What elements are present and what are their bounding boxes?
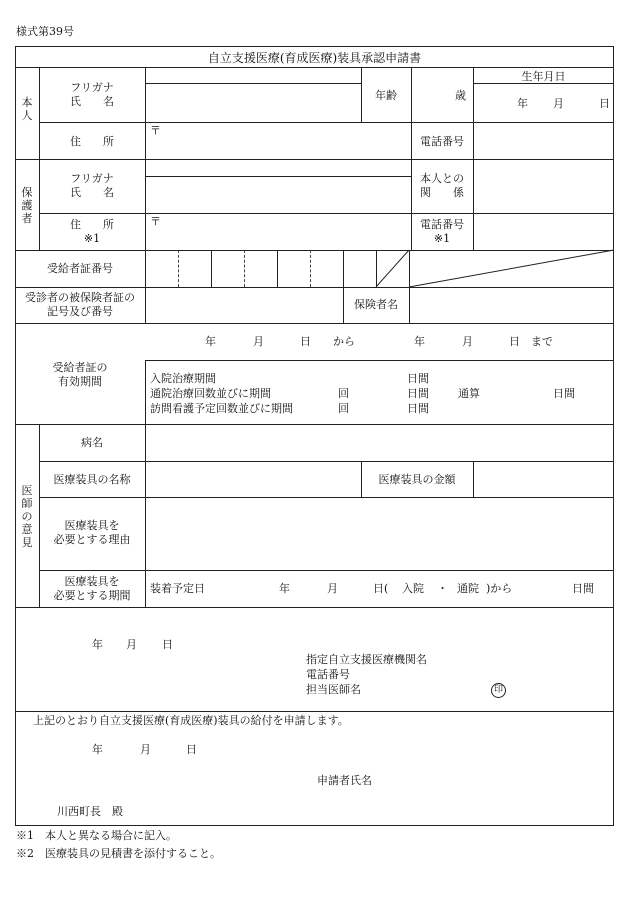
validity-end-day: 日 <box>509 335 520 348</box>
guardian-relation-label: 本人との 関 係 <box>420 172 464 199</box>
self-name-label: フリガナ 氏 名 <box>70 81 114 108</box>
validity-until: まで <box>531 335 553 348</box>
planned-day: 日( <box>373 582 389 595</box>
validity-end-month: 月 <box>462 335 473 348</box>
cert-doctor-name: 担当医師名 <box>306 683 361 696</box>
cert-phone: 電話番号 <box>306 668 350 681</box>
self-phone-label: 電話番号 <box>420 135 464 148</box>
cert-year: 年 <box>92 638 103 651</box>
seal-mark: 印 <box>491 683 506 698</box>
form-title: 自立支援医療(育成医療)装具承認申請書 <box>207 51 422 65</box>
self-age-label: 年齢 <box>375 89 397 102</box>
outpatient-times: 回 <box>338 387 349 400</box>
application-year: 年 <box>92 743 103 756</box>
doctor-section-label: 医師の意見 <box>21 484 33 549</box>
outpatient-days: 日間 <box>407 387 429 400</box>
self-birth-label: 生年月日 <box>521 70 566 83</box>
self-birth-day: 日 <box>599 97 610 110</box>
insurer-label: 保険者名 <box>354 298 398 311</box>
planned-year: 年 <box>279 582 290 595</box>
insurance-number-label: 受診者の被保険者証の 記号及び番号 <box>25 291 135 318</box>
validity-end-year: 年 <box>414 335 425 348</box>
period-from: )から <box>486 582 513 595</box>
cert-month: 月 <box>126 638 137 651</box>
device-name-label: 医療装具の名称 <box>53 473 131 486</box>
application-month: 月 <box>140 743 151 756</box>
guardian-address-label: 住 所 ※1 <box>70 218 114 245</box>
inpatient-label: 入院治療期間 <box>150 372 216 385</box>
planned-date-label: 装着予定日 <box>150 582 205 595</box>
total-label: 通算 <box>458 387 480 400</box>
validity-label: 受給者証の 有効期間 <box>52 361 108 388</box>
outpatient-label: 通院治療回数並びに期間 <box>150 387 271 400</box>
period-separator: ・ <box>437 582 448 595</box>
applicant-label: 申請者氏名 <box>317 774 372 787</box>
period-inpatient: 入院 <box>402 582 424 595</box>
visiting-days: 日間 <box>407 402 429 415</box>
self-address-label: 住 所 <box>70 135 114 148</box>
self-birth-month: 月 <box>553 97 564 110</box>
recipient-number-label: 受給者証番号 <box>47 262 113 275</box>
guardian-section-label: 保護者 <box>21 186 33 225</box>
note-1: ※1 本人と異なる場合に記入。 <box>16 829 177 842</box>
self-age-unit: 歳 <box>455 89 466 102</box>
self-birth-year: 年 <box>517 97 528 110</box>
note-2: ※2 医療装具の見積書を添付すること。 <box>16 847 221 860</box>
period-label: 医療装具を 必要とする期間 <box>53 575 131 602</box>
visiting-label: 訪問看護予定回数並びに期間 <box>150 402 293 415</box>
visiting-times: 回 <box>338 402 349 415</box>
validity-start-day: 日 <box>300 335 311 348</box>
guardian-name-label: フリガナ 氏 名 <box>70 172 114 199</box>
cert-institution: 指定自立支援医療機関名 <box>306 653 427 666</box>
total-days: 日間 <box>553 387 575 400</box>
reason-label: 医療装具を 必要とする理由 <box>53 519 131 546</box>
period-days: 日間 <box>572 582 594 595</box>
guardian-phone-label: 電話番号 ※1 <box>420 218 464 245</box>
self-section-label: 本人 <box>21 96 33 122</box>
disease-label: 病名 <box>81 436 103 449</box>
validity-start-month: 月 <box>253 335 264 348</box>
cert-day: 日 <box>162 638 173 651</box>
period-outpatient: 通院 <box>457 582 479 595</box>
guardian-postal-mark: 〒 <box>150 215 161 228</box>
device-price-label: 医療装具の金額 <box>378 473 456 486</box>
validity-from: から <box>333 335 355 348</box>
addressee: 川西町長 殿 <box>57 805 123 818</box>
application-statement: 上記のとおり自立支援医療(育成医療)装具の給付を申請します。 <box>33 714 349 727</box>
validity-start-year: 年 <box>205 335 216 348</box>
self-postal-mark: 〒 <box>150 124 161 137</box>
inpatient-days: 日間 <box>407 372 429 385</box>
form-number: 様式第39号 <box>16 25 74 38</box>
planned-month: 月 <box>327 582 338 595</box>
application-day: 日 <box>186 743 197 756</box>
